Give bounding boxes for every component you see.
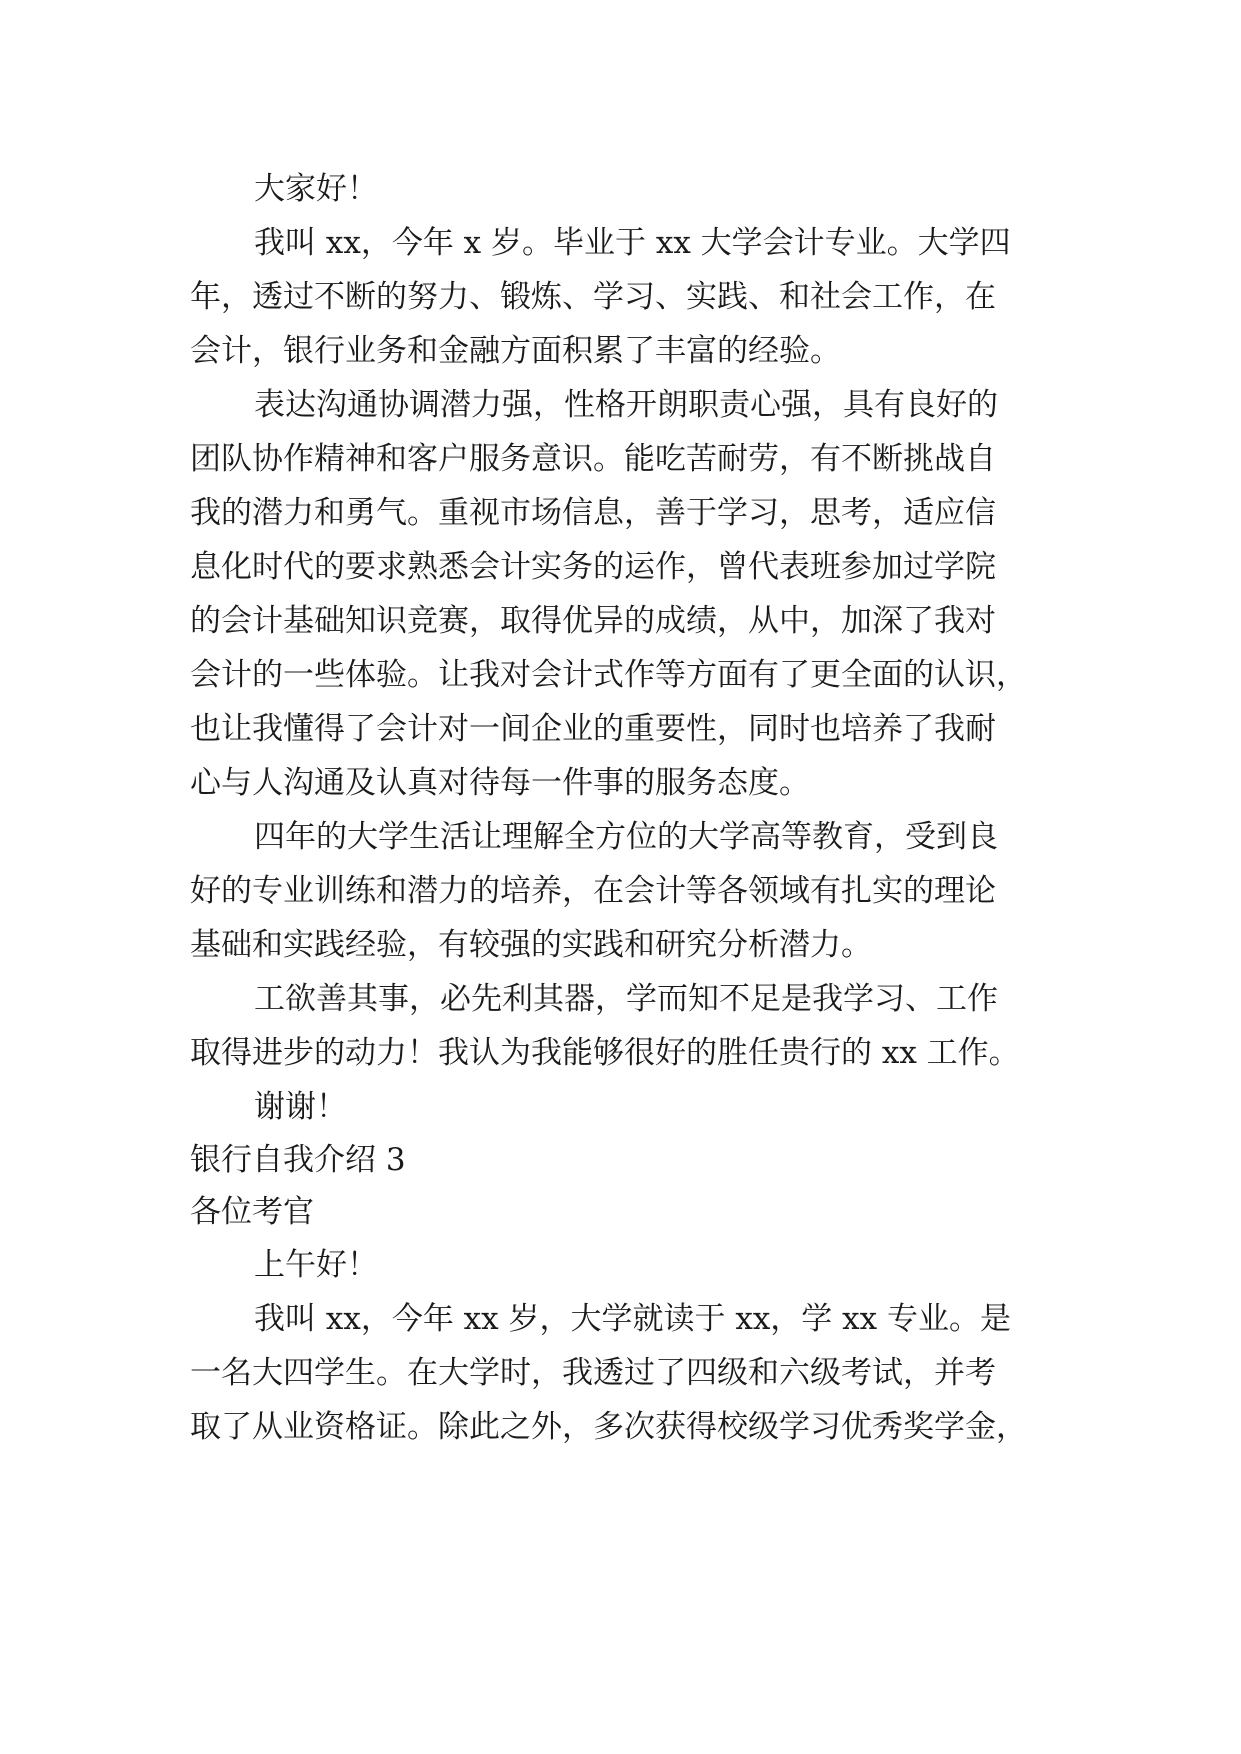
paragraph-line: 好的专业训练和潜力的培养，在会计等各领域有扎实的理论 bbox=[190, 873, 996, 909]
paragraph-line: 基础和实践经验，有较强的实践和研究分析潜力。 bbox=[190, 927, 872, 963]
paragraph-line: 会计，银行业务和金融方面积累了丰富的经验。 bbox=[190, 333, 841, 369]
paragraph-line: 取得进步的动力！我认为我能够很好的胜任贵行的 xx 工作。 bbox=[190, 1035, 1020, 1071]
greeting: 上午好！ bbox=[254, 1247, 378, 1283]
paragraph-line: 息化时代的要求熟悉会计实务的运作，曾代表班参加过学院 bbox=[190, 549, 996, 585]
paragraph-line: 的会计基础知识竞赛，取得优异的成绩，从中，加深了我对 bbox=[190, 603, 996, 639]
paragraph-line: 我的潜力和勇气。重视市场信息，善于学习，思考，适应信 bbox=[190, 495, 996, 531]
paragraph-line: 四年的大学生活让理解全方位的大学高等教育，受到良 bbox=[254, 819, 998, 855]
paragraph-line: 也让我懂得了会计对一间企业的重要性，同时也培养了我耐 bbox=[190, 711, 996, 747]
paragraph-line: 会计的一些体验。让我对会计式作等方面有了更全面的认识， bbox=[190, 657, 1027, 693]
paragraph-line: 我叫 xx，今年 xx 岁，大学就读于 xx，学 xx 专业。是 bbox=[254, 1301, 1011, 1337]
greeting: 大家好！ bbox=[254, 171, 378, 207]
paragraph-line: 年，透过不断的努力、锻炼、学习、实践、和社会工作，在 bbox=[190, 279, 996, 315]
salutation: 各位考官 bbox=[190, 1194, 314, 1230]
paragraph-line: 工欲善其事，必先利其器，学而知不足是我学习、工作 bbox=[254, 981, 998, 1017]
thanks-line: 谢谢！ bbox=[254, 1089, 347, 1125]
paragraph-line: 一名大四学生。在大学时，我透过了四级和六级考试，并考 bbox=[190, 1355, 996, 1391]
paragraph-line: 心与人沟通及认真对待每一件事的服务态度。 bbox=[190, 765, 810, 801]
paragraph-line: 团队协作精神和客户服务意识。能吃苦耐劳，有不断挑战自 bbox=[190, 441, 996, 477]
paragraph-line: 表达沟通协调潜力强，性格开朗职责心强，具有良好的 bbox=[254, 387, 998, 423]
section-title: 银行自我介绍 3 bbox=[190, 1142, 406, 1178]
paragraph-line: 取了从业资格证。除此之外，多次获得校级学习优秀奖学金， bbox=[190, 1409, 1027, 1445]
document-body bbox=[190, 162, 1070, 1454]
paragraph-line: 我叫 xx，今年 x 岁。毕业于 xx 大学会计专业。大学四 bbox=[254, 225, 1011, 261]
